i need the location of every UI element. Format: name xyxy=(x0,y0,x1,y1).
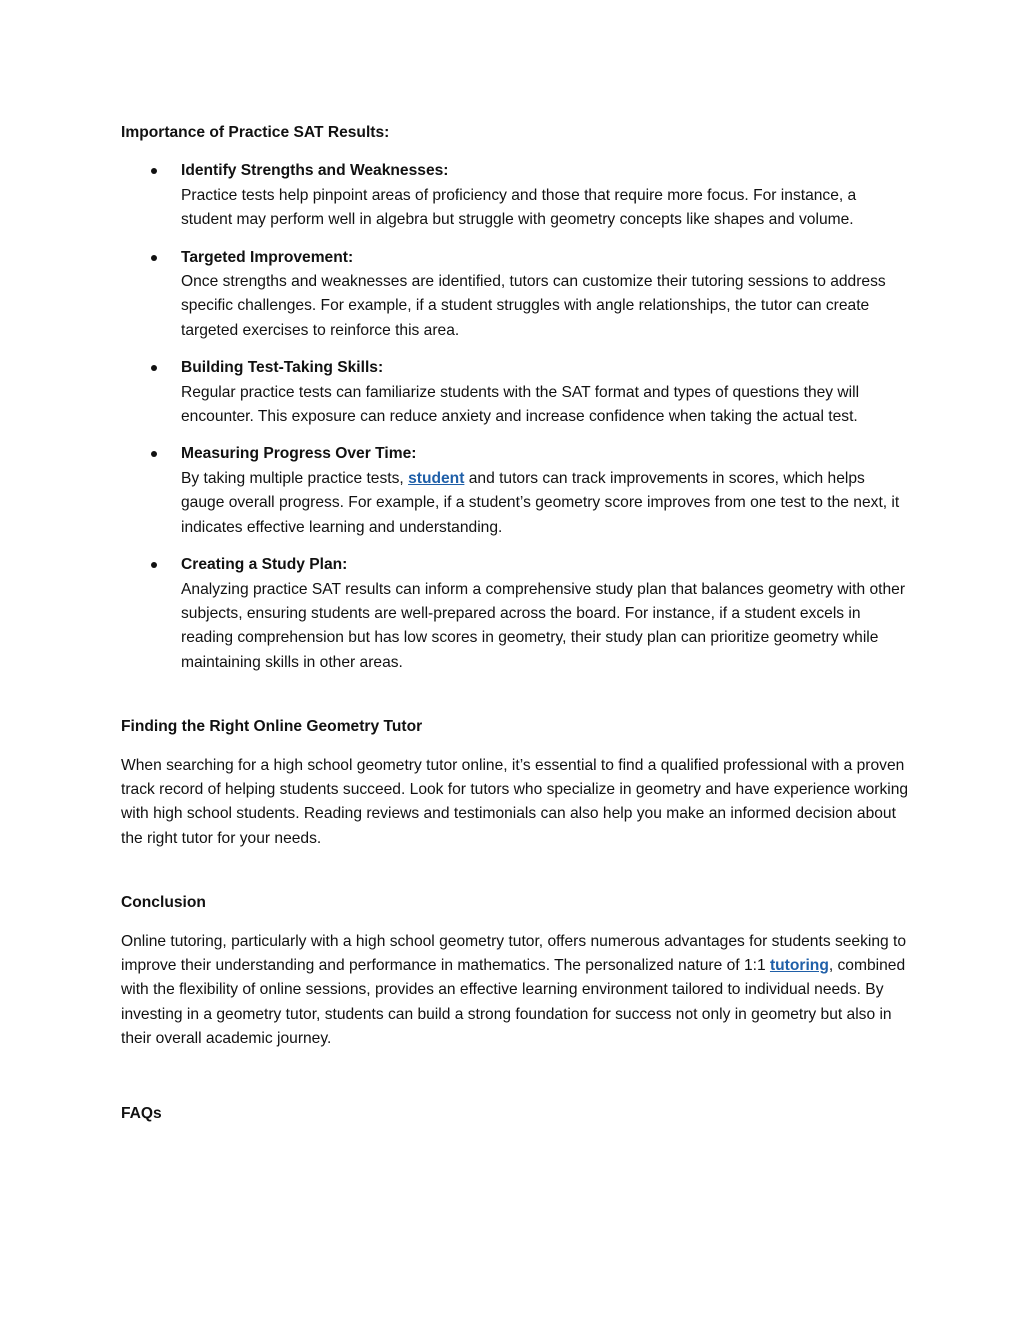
item-title: Measuring Progress Over Time: xyxy=(181,445,417,463)
conclusion-text: , combined with the flexibility of online sessions, provides an effective learning environment tailored to individual needs. By investing in a geometry tutor, students can build a strong foundation for success not only in geometry but also in their overall academic journey. xyxy=(121,956,906,1048)
bullet-icon xyxy=(151,451,157,457)
bullet-icon xyxy=(151,255,157,261)
item-title: Targeted Improvement: xyxy=(181,248,354,266)
finding-paragraph: When searching for a high school geometry tutor online, it’s essential to find a qualified professional with a proven track record of helping students succeed. Look for tutors who specialize in geometry and have experience working with high school students. Reading reviews and testimonials can also help you make an informed decision about the right tutor for your needs. xyxy=(121,756,909,847)
heading-faqs: FAQs xyxy=(121,1104,162,1122)
item-body: Practice tests help pinpoint areas of proficiency and those that require more focus. For instance, a student may perform well in algebra but struggle with geometry concepts like shapes and volume. xyxy=(181,186,857,229)
item-body: Analyzing practice SAT results can inform a comprehensive study plan that balances geometry with other subjects, ensuring students are well-prepared across the board. For instance, if a student excels in reading comprehension but has low scores in geometry, their study plan can prioritize geometry while maintaining skills in other areas. xyxy=(181,580,906,671)
item-title: Identify Strengths and Weaknesses: xyxy=(181,162,449,180)
item-body-text: and tutors can track improvements in scores, which helps gauge overall progress. For example, if a student’s geometry score improves from one test to the next, it indicates effective learning and understanding. xyxy=(181,469,900,536)
section-finding xyxy=(121,715,911,851)
list-item xyxy=(121,159,911,232)
item-body xyxy=(181,467,911,540)
bullet-icon xyxy=(151,562,157,568)
list-item xyxy=(121,246,911,344)
tutoring-link[interactable]: tutoring xyxy=(769,956,829,974)
list-item xyxy=(121,553,911,675)
item-body: Once strengths and weaknesses are identified, tutors can customize their tutoring sessions to address specific challenges. For example, if a student struggles with angle relationships, the tutor can create targeted exercises to reinforce this area. xyxy=(181,273,886,339)
item-body-text: By taking multiple practice tests, xyxy=(181,469,409,487)
section-conclusion xyxy=(121,891,911,1051)
student-link[interactable]: student xyxy=(408,469,465,487)
heading-importance: Importance of Practice SAT Results: xyxy=(121,124,390,141)
heading-conclusion: Conclusion xyxy=(121,894,206,912)
item-title: Building Test-Taking Skills: xyxy=(181,359,384,377)
item-title: Creating a Study Plan: xyxy=(181,556,348,574)
document-content xyxy=(121,121,911,1126)
list-item xyxy=(121,442,911,540)
conclusion-text: Online tutoring, particularly with a high school geometry tutor, offers numerous advantages for students seeking to improve their understanding and performance in mathematics. The personalized nature of 1:1 xyxy=(121,932,907,974)
importance-list xyxy=(121,159,911,675)
item-body: Regular practice tests can familiarize students with the SAT format and types of questions they will encounter. This exposure can reduce anxiety and increase confidence when taking the actual test. xyxy=(181,383,860,426)
section-faqs xyxy=(121,1102,911,1126)
heading-finding: Finding the Right Online Geometry Tutor xyxy=(121,718,423,736)
list-item xyxy=(121,356,911,429)
conclusion-paragraph xyxy=(121,930,911,1052)
bullet-icon xyxy=(151,365,157,371)
bullet-icon xyxy=(151,168,157,174)
